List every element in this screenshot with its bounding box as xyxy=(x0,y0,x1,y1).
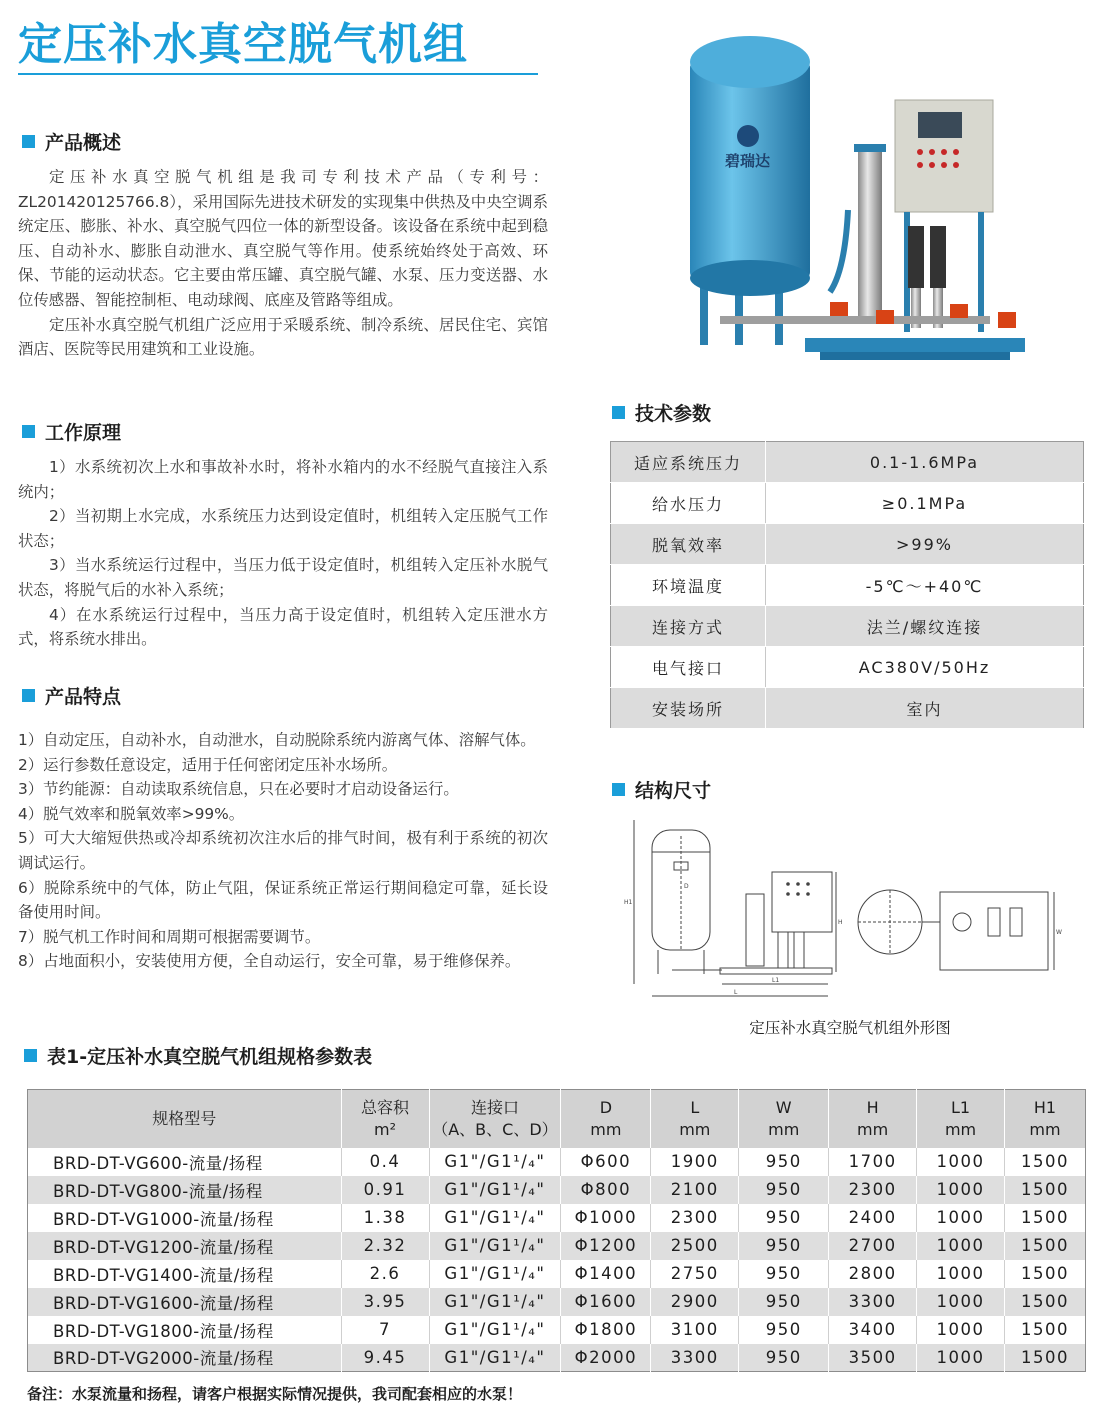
col-header-model xyxy=(28,1090,342,1148)
col-header-l xyxy=(651,1090,739,1148)
cell-l: 3300 xyxy=(651,1344,739,1372)
cell-d: Φ800 xyxy=(561,1176,651,1204)
cell-h: 2700 xyxy=(829,1232,917,1260)
tech-value: 0.1-1.6MPa xyxy=(766,442,1084,483)
cell-d: Φ1400 xyxy=(561,1260,651,1288)
col-header-h xyxy=(829,1090,917,1148)
cell-connection: G1"/G1¹/₄" xyxy=(429,1204,561,1232)
cell-h1: 1500 xyxy=(1005,1344,1086,1372)
cell-h: 2400 xyxy=(829,1204,917,1232)
header-unit: m² xyxy=(374,1119,397,1139)
principle-heading-text: 工作原理 xyxy=(45,422,122,444)
spec-heading xyxy=(24,1042,372,1069)
dim-label-h: H xyxy=(838,919,843,926)
cell-volume: 1.38 xyxy=(341,1204,429,1232)
cell-model: BRD-DT-VG600-流量/扬程 xyxy=(28,1148,342,1176)
header-label: H xyxy=(866,1097,879,1117)
cell-l: 2100 xyxy=(651,1176,739,1204)
principle-item: 3）当水系统运行过程中，当压力低于设定值时，机组转入定压补水脱气状态，将脱气后的水补入系统； xyxy=(18,556,548,599)
cell-w: 950 xyxy=(739,1288,829,1316)
table-row xyxy=(28,1204,1086,1232)
tech-key: 脱氧效率 xyxy=(611,524,766,565)
cell-l: 2500 xyxy=(651,1232,739,1260)
structure-heading xyxy=(612,776,711,803)
spec-table-body xyxy=(28,1148,1086,1372)
dim-label-l1: L1 xyxy=(772,977,780,984)
table-row xyxy=(611,442,1084,483)
dim-label-d: D xyxy=(684,883,689,890)
cell-connection: G1"/G1¹/₄" xyxy=(429,1232,561,1260)
cell-l1: 1000 xyxy=(917,1288,1005,1316)
principle-heading xyxy=(22,418,121,445)
cell-volume: 7 xyxy=(341,1316,429,1344)
dim-label-l: L xyxy=(734,989,738,996)
table-row xyxy=(28,1232,1086,1260)
header-label: L xyxy=(690,1097,700,1117)
header-unit: mm xyxy=(590,1119,622,1139)
table-row xyxy=(28,1344,1086,1372)
col-header-volume xyxy=(341,1090,429,1148)
col-header-d xyxy=(561,1090,651,1148)
cell-volume: 3.95 xyxy=(341,1288,429,1316)
cell-l: 2300 xyxy=(651,1204,739,1232)
square-bullet-icon xyxy=(22,689,35,702)
cell-connection: G1"/G1¹/₄" xyxy=(429,1344,561,1372)
tech-value: 法兰/螺纹连接 xyxy=(766,606,1084,647)
overview-heading xyxy=(22,128,121,155)
tech-value: >99% xyxy=(766,524,1084,565)
cell-h: 3300 xyxy=(829,1288,917,1316)
cell-h: 2300 xyxy=(829,1176,917,1204)
cell-w: 950 xyxy=(739,1176,829,1204)
cell-w: 950 xyxy=(739,1204,829,1232)
tech-heading-text: 技术参数 xyxy=(635,403,712,425)
cell-h: 2800 xyxy=(829,1260,917,1288)
tech-key: 环境温度 xyxy=(611,565,766,606)
table-row xyxy=(28,1316,1086,1344)
cell-l: 1900 xyxy=(651,1148,739,1176)
tech-key: 安装场所 xyxy=(611,688,766,729)
header-unit: mm xyxy=(857,1119,889,1139)
cell-volume: 9.45 xyxy=(341,1344,429,1372)
cell-h1: 1500 xyxy=(1005,1232,1086,1260)
tech-params-table xyxy=(610,441,1084,729)
table-row xyxy=(611,647,1084,688)
principle-item: 1）水系统初次上水和事故补水时，将补水箱内的水不经脱气直接注入系统内； xyxy=(18,458,548,501)
feature-item: 1）自动定压，自动补水，自动泄水，自动脱除系统内游离气体、溶解气体。 xyxy=(18,731,536,749)
features-heading xyxy=(22,682,121,709)
brand-logo-icon xyxy=(737,125,759,147)
cell-l: 3100 xyxy=(651,1316,739,1344)
tech-value: -5℃～+40℃ xyxy=(766,565,1084,606)
col-header-connection xyxy=(429,1090,561,1148)
cell-l: 2750 xyxy=(651,1260,739,1288)
cell-h1: 1500 xyxy=(1005,1288,1086,1316)
footnote: 备注：水泵流量和扬程，请客户根据实际情况提供，我司配套相应的水泵！ xyxy=(27,1385,523,1403)
cell-l1: 1000 xyxy=(917,1344,1005,1372)
principle-text xyxy=(18,455,548,652)
col-header-l1 xyxy=(917,1090,1005,1148)
cell-connection: G1"/G1¹/₄" xyxy=(429,1176,561,1204)
product-photo xyxy=(680,20,1040,380)
cell-w: 950 xyxy=(739,1232,829,1260)
outline-drawing xyxy=(622,812,1060,1008)
header-label: W xyxy=(775,1097,792,1117)
col-header-w xyxy=(739,1090,829,1148)
feature-item: 8）占地面积小，安装使用方便，全自动运行，安全可靠，易于维修保养。 xyxy=(18,952,521,971)
cell-model: BRD-DT-VG1800-流量/扬程 xyxy=(28,1316,342,1344)
table-row xyxy=(28,1176,1086,1204)
table-row xyxy=(28,1260,1086,1288)
header-unit: mm xyxy=(1029,1119,1061,1139)
header-unit: mm xyxy=(944,1119,977,1139)
overview-paragraph-2: 定压补水真空脱气机组广泛应用于采暖系统、制冷系统、居民住宅、宾馆酒店、医院等民用建筑和工业设施。 xyxy=(18,315,548,359)
cell-volume: 2.32 xyxy=(341,1232,429,1260)
structure-heading-text: 结构尺寸 xyxy=(635,780,712,802)
cell-model: BRD-DT-VG1400-流量/扬程 xyxy=(28,1260,342,1288)
tech-heading xyxy=(612,399,711,426)
cell-d: Φ2000 xyxy=(561,1344,651,1372)
header-unit: （A、B、C、D） xyxy=(432,1119,558,1139)
feature-item: 3）节约能源：自动读取系统信息，只在必要时才启动设备运行。 xyxy=(18,780,459,799)
cell-volume: 0.91 xyxy=(341,1176,429,1204)
cell-l1: 1000 xyxy=(917,1232,1005,1260)
cell-h1: 1500 xyxy=(1005,1176,1086,1204)
cell-model: BRD-DT-VG1000-流量/扬程 xyxy=(28,1204,342,1232)
cell-d: Φ600 xyxy=(561,1148,651,1176)
cell-w: 950 xyxy=(739,1260,829,1288)
dim-label-w: W xyxy=(1056,929,1062,936)
cell-l1: 1000 xyxy=(917,1316,1005,1344)
cell-l1: 1000 xyxy=(917,1260,1005,1288)
header-label: D xyxy=(599,1097,613,1117)
cell-d: Φ1000 xyxy=(561,1204,651,1232)
dim-label-h1: H1 xyxy=(624,899,633,906)
cell-h: 1700 xyxy=(829,1148,917,1176)
cell-w: 950 xyxy=(739,1344,829,1372)
header-unit: mm xyxy=(768,1119,800,1139)
tech-value: AC380V/50Hz xyxy=(766,647,1084,688)
cell-connection: G1"/G1¹/₄" xyxy=(429,1316,561,1344)
drawing-caption: 定压补水真空脱气机组外形图 xyxy=(749,1019,951,1037)
header-label: H1 xyxy=(1033,1097,1057,1117)
square-bullet-icon xyxy=(612,406,625,419)
cell-connection: G1"/G1¹/₄" xyxy=(429,1148,561,1176)
feature-item: 2）运行参数任意设定，适用于任何密闭定压补水场所。 xyxy=(18,755,398,774)
feature-item: 4）脱气效率和脱氧效率>99%。 xyxy=(18,804,245,823)
overview-paragraph-1: 定压补水真空脱气机组是我司专利技术产品（专利号：ZL201420125766.8），采用国际先进技术研发的实现集中供热及中央空调系统定压、膨胀、补水、真空脱气四位一体的新型设备。该设备在系统中起到稳压、自动补水、膨胀自动泄水、真空脱气等作用。使系统始终处于高效、环保、节能的运动状态。它主要由常压罐、真空脱气罐、水泵、压力变送器、水位传感器、智能控制柜、电动球阀、底座及管路等组成。 xyxy=(18,168,548,309)
spec-heading-text: 表1-定压补水真空脱气机组规格参数表 xyxy=(47,1046,373,1068)
table-row xyxy=(28,1288,1086,1316)
features-text xyxy=(18,728,548,974)
title-underline xyxy=(18,73,538,75)
feature-item: 5）可大大缩短供热或冷却系统初次注水后的排气时间，极有利于系统的初次调试运行。 xyxy=(18,829,548,872)
cell-connection: G1"/G1¹/₄" xyxy=(429,1260,561,1288)
cell-volume: 2.6 xyxy=(341,1260,429,1288)
tech-key: 连接方式 xyxy=(611,606,766,647)
header-label: L1 xyxy=(950,1097,971,1117)
cell-h: 3500 xyxy=(829,1344,917,1372)
cell-w: 950 xyxy=(739,1148,829,1176)
header-label: 连接口 xyxy=(470,1097,519,1117)
spec-table xyxy=(27,1089,1086,1372)
square-bullet-icon xyxy=(612,783,625,796)
cell-model: BRD-DT-VG2000-流量/扬程 xyxy=(28,1344,342,1372)
header-label: 规格型号 xyxy=(152,1108,217,1128)
overview-text xyxy=(18,165,548,362)
principle-item: 4）在水系统运行过程中，当压力高于设定值时，机组转入定压泄水方式，将系统水排出。 xyxy=(18,605,548,649)
square-bullet-icon xyxy=(22,135,35,148)
tech-key: 电气接口 xyxy=(611,647,766,688)
cell-d: Φ1200 xyxy=(561,1232,651,1260)
cell-d: Φ1600 xyxy=(561,1288,651,1316)
table-row xyxy=(611,606,1084,647)
cell-d: Φ1800 xyxy=(561,1316,651,1344)
cell-l1: 1000 xyxy=(917,1204,1005,1232)
cell-connection: G1"/G1¹/₄" xyxy=(429,1288,561,1316)
col-header-h1 xyxy=(1005,1090,1086,1148)
cell-volume: 0.4 xyxy=(341,1148,429,1176)
cell-model: BRD-DT-VG1600-流量/扬程 xyxy=(28,1288,342,1316)
cell-h1: 1500 xyxy=(1005,1148,1086,1176)
spec-header-row xyxy=(28,1090,1086,1148)
cell-l1: 1000 xyxy=(917,1148,1005,1176)
table-row xyxy=(611,688,1084,729)
header-label: 总容积 xyxy=(361,1097,410,1117)
square-bullet-icon xyxy=(22,425,35,438)
cell-model: BRD-DT-VG1200-流量/扬程 xyxy=(28,1232,342,1260)
cell-h1: 1500 xyxy=(1005,1260,1086,1288)
cell-h1: 1500 xyxy=(1005,1204,1086,1232)
tech-key: 适应系统压力 xyxy=(611,442,766,483)
page-title: 定压补水真空脱气机组 xyxy=(18,19,468,70)
tech-value: 室内 xyxy=(766,688,1084,729)
table-row xyxy=(28,1148,1086,1176)
tech-key: 给水压力 xyxy=(611,483,766,524)
feature-item: 6）脱除系统中的气体，防止气阻，保证系统正常运行期间稳定可靠，延长设备使用时间。 xyxy=(18,878,548,922)
brand-logo-text: 碧瑞达 xyxy=(725,152,771,170)
tech-value: ≥0.1MPa xyxy=(766,483,1084,524)
cell-w: 950 xyxy=(739,1316,829,1344)
cell-h1: 1500 xyxy=(1005,1316,1086,1344)
square-bullet-icon xyxy=(24,1049,37,1062)
cell-h: 3400 xyxy=(829,1316,917,1344)
table-row xyxy=(611,483,1084,524)
cell-l1: 1000 xyxy=(917,1176,1005,1204)
table-row xyxy=(611,565,1084,606)
cell-model: BRD-DT-VG800-流量/扬程 xyxy=(28,1176,342,1204)
feature-item: 7）脱气机工作时间和周期可根据需要调节。 xyxy=(18,927,321,946)
header-unit: mm xyxy=(679,1119,711,1139)
table-row xyxy=(611,524,1084,565)
overview-heading-text: 产品概述 xyxy=(45,132,122,154)
features-heading-text: 产品特点 xyxy=(45,686,122,708)
principle-item: 2）当初期上水完成，水系统压力达到设定值时，机组转入定压脱气工作状态； xyxy=(18,507,548,550)
cell-l: 2900 xyxy=(651,1288,739,1316)
